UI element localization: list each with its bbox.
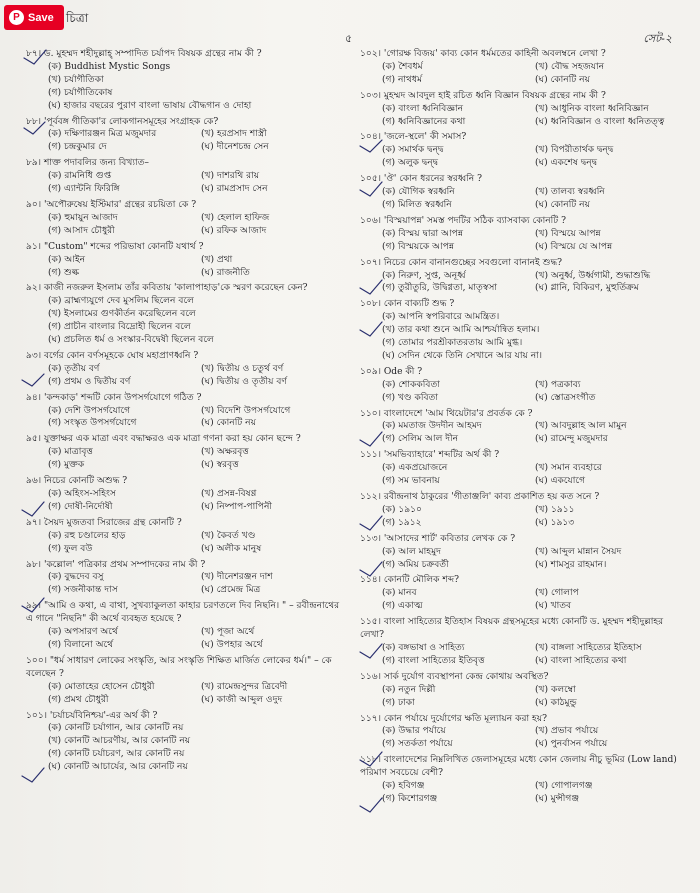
- answer-option: (খ) রামেন্দ্রসুন্দর ত্রিবেদী: [201, 681, 288, 692]
- answer-option: (ঘ) রফিক আজাদ: [201, 225, 267, 236]
- answer-option: (গ) ১৯১২: [382, 517, 422, 528]
- answer-option: (ঘ) দীনেশচন্দ্র সেন: [201, 142, 269, 153]
- question-item: [26, 241, 348, 280]
- answer-option: (ক) রামনিধি গুপ্ত: [48, 171, 112, 182]
- answer-option: (ক) উদ্ধার পর্যায়ে: [382, 726, 446, 737]
- page-number: ৫: [345, 32, 353, 45]
- answer-option: (ঘ) কোনটি নয়: [535, 74, 590, 85]
- answer-option: (ক) নিরুণ, সুপ্ত, অনূর্ধ্ব: [382, 270, 466, 281]
- answer-option: (ক) বিস্ময় দ্বারা আপন্ন: [382, 228, 464, 239]
- answer-option: (ঘ) একযোগে: [535, 476, 586, 487]
- answer-option: (খ) প্রভাব পর্যায়ে: [535, 726, 599, 737]
- answer-option: (ক) বুদ্ধদেব বসু: [48, 572, 104, 583]
- option-list: [360, 144, 682, 170]
- question-item: [360, 574, 682, 613]
- answer-option: (খ) বিপরীতার্থক দ্বন্দ্ব: [535, 145, 614, 156]
- option-list: [360, 725, 682, 751]
- answer-option: (খ) প্রথা: [201, 254, 233, 265]
- answer-option: (ঘ) স্বরবৃত্ত: [201, 460, 239, 471]
- answer-option: (ঘ) একশেষ দ্বন্দ্ব: [535, 158, 598, 169]
- answer-option: (ক) ব্রাহ্মণ্যযুগে দেব মুসলিম ছিলেন বলে: [48, 296, 194, 307]
- question-text: ১১৫। বাংলা সাহিত্যের ইতিহাস বিষয়ক গ্রন্থসমূহের মধ্যে কোনটি ড. মুহম্মদ শহীদুল্লাহর লেখা?: [360, 617, 664, 641]
- answer-option: (গ) প্রথম ও দ্বিতীয় বর্ণ: [48, 376, 131, 387]
- answer-option: (ঘ) খাতব: [535, 601, 572, 612]
- answer-option: (খ) কৈবর্ত খণ্ড: [201, 530, 256, 541]
- answer-option: (খ) আবদুল্লাহ আল মামুন: [535, 421, 627, 432]
- answer-option: (খ) সমান ব্যবহারে: [535, 463, 602, 474]
- answer-option: (খ) দ্বিতীয় ও চতুর্থ বর্ণ: [201, 363, 284, 374]
- question-text: ৯৪। 'কন্দকাড়' শব্দটি কোন উপসর্গযোগে গঠিত ?: [26, 392, 202, 403]
- question-text: ১০৮। কোন বাক্যটি শুদ্ধ ?: [360, 299, 455, 310]
- set-label: সেট-২: [643, 32, 672, 45]
- answer-option: (খ) অক্ষরবৃত্ত: [201, 447, 249, 458]
- answer-option: (খ) তালব্য স্বরধ্বনি: [535, 187, 605, 198]
- answer-option: (খ) প্রসন্ন-বিষণ্ণ: [201, 489, 257, 499]
- question-item: [360, 48, 682, 87]
- answer-option: (ক) শোককবিতা: [382, 379, 440, 390]
- question-item: [26, 600, 348, 652]
- question-item: [360, 491, 682, 530]
- question-text: ১১৩। 'আসাদের শার্ট' কবিতার লেখক কে ?: [360, 533, 516, 544]
- option-list: [26, 626, 348, 652]
- question-item: [360, 754, 682, 806]
- answer-option: (খ) আব্দুল মান্নান সৈয়দ: [535, 546, 622, 557]
- answer-option: (ক) অপসারণ অর্থে: [48, 627, 118, 638]
- question-text: ১১৮। বাংলাদেশের নিম্নলিখিত জেলাসমূহের মধ্যে কোন জেলায় নীচু ভূমির (Low land) পরিমাণ সবচেয়ে বেশী?: [360, 755, 677, 779]
- answer-option: (গ) অলুক দ্বন্দ্ব: [382, 158, 439, 169]
- answer-option: (ক) মমতাজ উদদীন আহমদ: [382, 421, 482, 432]
- answer-option: (ঘ) প্রচলিত ধর্ম ও সংস্কার-বিদ্বেষী ছিলেন বলে: [48, 335, 214, 346]
- answer-option: (গ) প্রমথ চৌধুরী: [48, 694, 109, 705]
- answer-option: (ঘ) কোনটি আচার্যের, আর কোনটি নয়: [48, 762, 188, 773]
- answer-option: (ক) যৌগিক স্বরধ্বনি: [382, 187, 455, 198]
- question-text: ১১৭। কোন পর্যায়ে দুর্যোগের ক্ষতি মূল্যায়ন করা হয়?: [360, 713, 547, 724]
- question-item: [360, 257, 682, 296]
- question-item: [360, 215, 682, 254]
- question-text: ১০৯। Ode কী ?: [360, 366, 423, 377]
- answer-option: (ঘ) বিস্ময়ে যে আপন্ন: [535, 241, 613, 252]
- pinterest-pin-icon: P: [9, 10, 24, 25]
- option-list: [360, 504, 682, 530]
- question-text: ৮৯। শাক্ত পদাবলির জন্য বিখ্যাত–: [26, 158, 149, 169]
- option-list: [26, 405, 348, 431]
- answer-option: (গ) মিলিত স্বরধ্বনি: [382, 199, 452, 210]
- answer-option: (ঘ) স্তোত্রসংগীত: [535, 392, 596, 403]
- question-item: [26, 517, 348, 556]
- option-list: [360, 270, 682, 296]
- answer-option: (ঘ) ১৯১৩: [535, 517, 575, 528]
- question-text: ১০৫। 'ঔ' কোন ধরনের স্বরধ্বনি ?: [360, 174, 482, 185]
- question-text: ৯৮। 'কল্লোল' পত্রিকার প্রথম সম্পাদকের নাম কী ?: [26, 559, 206, 570]
- answer-option: (ক) আইন: [48, 254, 86, 265]
- question-item: [360, 616, 682, 668]
- answer-option: (ক) কোনটি চর্যাগান, আর কোনটি নয়: [48, 723, 184, 734]
- pinterest-save-button[interactable]: [4, 5, 64, 30]
- question-item: [26, 710, 348, 775]
- question-item: [360, 366, 682, 405]
- answer-option: (গ) একাত্ম: [382, 601, 423, 612]
- answer-option: (ক) হুমায়ুন আজাদ: [48, 212, 118, 223]
- answer-option: (ঘ) কাজী আব্দুল ওদুদ: [201, 694, 283, 705]
- option-list: [26, 170, 348, 196]
- option-list: [26, 61, 348, 113]
- question-item: [360, 671, 682, 710]
- answer-option: (ক) রহু চণ্ডালের হাড়: [48, 530, 126, 541]
- answer-option: (ক) Buddhist Mystic Songs: [48, 61, 171, 72]
- question-text: ১১৪। কোনটি মৌলিক শব্দ?: [360, 575, 460, 586]
- answer-option: (খ) হেলাল হাফিজ: [201, 212, 270, 223]
- answer-option: (গ) খণ্ড কবিতা: [382, 392, 439, 403]
- answer-option: (ঘ) নিষ্পাপ-পাপিনী: [201, 501, 273, 512]
- option-list: [360, 780, 682, 806]
- answer-option: (ক) তৃতীয় বর্ণ: [48, 363, 100, 374]
- question-item: [26, 475, 348, 514]
- option-list: [26, 295, 348, 347]
- answer-option: (খ) চর্যাগীতিকা: [48, 74, 104, 85]
- answer-option: (গ) ঢাকা: [382, 697, 415, 708]
- answer-option: (ক) দেশি উপসর্গযোগে: [48, 405, 131, 416]
- option-list: [360, 228, 682, 254]
- answer-option: (ক) হবিগঞ্জ: [382, 781, 425, 792]
- answer-option: (ক) অহিংস-সহিংস: [48, 489, 116, 499]
- answer-option: (গ) বিস্ময়কে আপন্ন: [382, 241, 455, 252]
- question-item: [26, 392, 348, 431]
- question-text: ৯৯। "আমি ও কথা, এ বাথা, সুখব্যাকুলতা কাহার চরণতলে দিব নিছনি। " – রবীন্দ্রনাথের এ গানে "নিছনি" কী অর্থে ব্যবহৃত হয়েছে ?: [26, 601, 340, 625]
- header-title: চিত্রা: [66, 11, 89, 25]
- answer-option: (ক) দক্ষিণারঞ্জন মিত্র মজুমদার: [48, 129, 157, 140]
- question-text: ১০৭। নিচের কোন বানানগুচ্ছের সবগুলো বানানই শুদ্ধ?: [360, 257, 563, 268]
- question-item: [26, 559, 348, 598]
- answer-option: (ক) সমার্থক দ্বন্দ্ব: [382, 145, 444, 156]
- question-item: [360, 173, 682, 212]
- question-item: [360, 408, 682, 447]
- answer-option: (খ) আধুনিক বাংলা ধ্বনিবিজ্ঞান: [535, 103, 649, 114]
- question-item: [26, 199, 348, 238]
- answer-option: (ঘ) রামপ্রসাদ সেন: [201, 184, 268, 195]
- answer-option: (ঘ) প্রেমেন্দ্র মিত্র: [201, 585, 261, 596]
- answer-option: (ঘ) মুন্সীগঞ্জ: [535, 793, 580, 804]
- answer-option: (গ) সম ভাবনায়: [382, 476, 440, 487]
- answer-option: (ঘ) গ্লানি, বিকিরণ, মুহুর্তিক্রম: [535, 283, 639, 294]
- question-item: [360, 90, 682, 129]
- answer-option: (গ) অমিয় চক্রবর্তী: [382, 559, 449, 570]
- question-text: ৮৮। 'পূর্ববঙ্গ গীতিকা'র লোকগানসমূহের সংগ্রাহক কে?: [26, 116, 219, 127]
- option-list: [360, 546, 682, 572]
- answer-option: (খ) বৌদ্ধ সহজযান: [535, 61, 605, 72]
- answer-option: (খ) গোপালগঞ্জ: [535, 781, 593, 792]
- answer-option: (ঘ) ধ্বনিবিজ্ঞান ও বাংলা ধ্বনিতত্ত্ব: [535, 116, 665, 127]
- question-text: ১০৩। মুহম্মদ আবদুল হাই রচিত ধ্বনি বিজ্ঞান বিষয়ক গ্রন্থের নাম কী ?: [360, 90, 606, 101]
- answer-option: (খ) তার কথা শুনে আমি আশ্চর্যান্বিত হলাম।: [382, 325, 540, 336]
- answer-option: (খ) ১৯১১: [535, 504, 575, 515]
- option-list: [26, 254, 348, 280]
- question-text: ১১০। বাংলাদেশে 'আম থিয়েটার'র প্রবর্তক কে ?: [360, 408, 533, 419]
- answer-option: (খ) হরপ্রসাদ শাস্ত্রী: [201, 129, 267, 140]
- answer-option: (গ) দোষী-নির্দোষী: [48, 501, 113, 512]
- left-question-column: [26, 48, 348, 777]
- answer-option: (গ) আসাদ চৌধুরী: [48, 225, 115, 236]
- answer-option: (ক) একপ্রয়োজনে: [382, 463, 448, 474]
- answer-option: (ঘ) হাজার বছরের পুরাণ বাংলা ভাষায় বৌদ্ধগান ও দোহা: [48, 100, 252, 111]
- answer-option: (খ) ইসলামের গুণকীর্তন করেছিলেন বলে: [48, 309, 196, 320]
- question-item: [360, 449, 682, 488]
- question-text: ১১৬। সার্ক দুর্যোগ ব্যবস্থাপনা কেন্দ্র কোথায় অবস্থিত?: [360, 671, 549, 682]
- answer-option: (গ) বিলানো অর্থে: [48, 639, 114, 650]
- answer-option: (গ) সংস্কৃত উপসর্গযোগে: [48, 418, 137, 429]
- question-text: ৯৬। নিচের কোনটি অশুদ্ধ ?: [26, 476, 128, 487]
- option-list: [360, 61, 682, 87]
- option-list: [360, 587, 682, 613]
- answer-option: (গ) সেলিম আল দীন: [382, 434, 459, 445]
- question-text: ১০১। 'চর্যাচর্যবিনিশ্চয়'-এর অর্থ কী ?: [26, 710, 158, 721]
- question-item: [360, 533, 682, 572]
- answer-option: (ক) আল মাহমুদ: [382, 546, 441, 557]
- answer-option: (খ) বিস্ময়ে আপন্ন: [535, 228, 601, 239]
- answer-option: (ঘ) কোনটি নয়: [201, 418, 256, 429]
- question-text: ৯৭। সৈয়দ মুজতবা সিরাজের গ্রন্থ কোনটি ?: [26, 517, 182, 528]
- answer-option: (গ) এ্যান্টনি ফিরিঙ্গি: [48, 184, 120, 195]
- answer-option: (গ) সতর্কতা পর্যায়ে: [382, 739, 453, 750]
- option-list: [360, 684, 682, 710]
- answer-option: (গ) নাথধর্ম: [382, 74, 423, 85]
- answer-option: (গ) ফুল বউ: [48, 543, 93, 554]
- answer-option: (গ) চর্যাগীতিকোষ: [48, 87, 113, 98]
- answer-option: (খ) গোলাপ: [535, 588, 579, 599]
- answer-option: (গ) তুরীতুরি, উদ্বিগ্নতা, মাতৃস্বসা: [382, 283, 498, 294]
- answer-option: (ঘ) পুনর্বাসন পর্যায়ে: [535, 739, 608, 750]
- answer-option: (গ) ধ্বনিবিজ্ঞানের কথা: [382, 116, 466, 127]
- answer-option: (ঘ) সেদিন থেকে তিনি সেখানে আর যায় না।: [382, 350, 543, 361]
- question-item: [26, 157, 348, 196]
- answer-option: (ঘ) বাংলা সাহিত্যের কথা: [535, 655, 627, 666]
- answer-option: (ঘ) রাজনীতি: [201, 267, 250, 278]
- answer-option: (খ) বাঙ্গলা সাহিত্যের ইতিহাস: [535, 642, 642, 653]
- answer-option: (খ) বিদেশি উপসর্গযোগে: [201, 405, 291, 416]
- answer-option: (ক) মাত্রাবৃত্ত: [48, 447, 93, 458]
- option-list: [360, 311, 682, 363]
- answer-option: (গ) তোমার পরশ্রীকাতরতায় আমি মুগ্ধ।: [382, 338, 523, 349]
- answer-option: (ঘ) কাঠমুন্ডু: [535, 697, 577, 708]
- option-list: [26, 571, 348, 597]
- answer-option: (খ) কলম্বো: [535, 684, 576, 695]
- option-list: [360, 420, 682, 446]
- option-list: [26, 530, 348, 556]
- question-item: [360, 131, 682, 170]
- answer-option: (খ) কোনটি আচরণীয়, আর কোনটি নয়: [48, 736, 191, 747]
- option-list: [26, 128, 348, 154]
- option-list: [360, 379, 682, 405]
- question-item: [26, 350, 348, 389]
- option-list: [360, 103, 682, 129]
- question-item: [26, 655, 348, 707]
- answer-option: (খ) পত্রকাব্য: [535, 379, 581, 390]
- option-list: [26, 488, 348, 514]
- answer-option: (খ) দীনেশরঞ্জন দাশ: [201, 572, 273, 583]
- answer-option: (ক) আপনি স্বপরিবারে আমন্ত্রিত।: [382, 312, 500, 323]
- question-text: ১০৪। 'জলে-স্থলে' কী সমাস?: [360, 132, 467, 143]
- question-item: [26, 48, 348, 113]
- question-item: [360, 298, 682, 363]
- option-list: [26, 681, 348, 707]
- answer-option: (খ) অনুর্ধ্ব, উর্ধ্বগামী, শুদ্ধাশুদ্ধি: [535, 270, 651, 281]
- answer-option: (ঘ) রামেন্দু মজুমদার: [535, 434, 608, 445]
- option-list: [360, 642, 682, 668]
- question-text: ৯৫। যুক্তাক্ষর এক মাত্রা এবং বদ্ধাক্ষরও এক মাত্রা গণনা করা হয় কোন ছন্দে ?: [26, 434, 301, 445]
- answer-option: (ক) নতুন দিল্লী: [382, 684, 436, 695]
- question-text: ৯৩। বর্গের কোন বর্ণসমূহকে ঘোষ মহাপ্রাণধ্বনি ?: [26, 350, 199, 361]
- option-list: [26, 212, 348, 238]
- question-item: [26, 282, 348, 347]
- question-item: [26, 433, 348, 472]
- question-text: ১১২। রবীন্দ্রনাথ ঠাকুরের 'গীতাঞ্জলি' কাব্য প্রকাশিত হয় কত সনে ?: [360, 492, 600, 502]
- answer-option: (ক) মানব: [382, 588, 417, 599]
- answer-option: (ক) বঙ্গভাষা ও সাহিত্য: [382, 642, 465, 653]
- answer-option: (ক) বাংলা ধ্বনিবিজ্ঞান: [382, 103, 464, 114]
- answer-option: (ঘ) উপহার অর্থে: [201, 639, 263, 650]
- question-text: ৯১। "Custom" শব্দের পরিভাষা কোনটি যথার্থ ?: [26, 241, 204, 252]
- answer-option: (ক) মোতাহের হোসেন চৌধুরী: [48, 681, 155, 692]
- answer-option: (খ) পূজা অর্থে: [201, 627, 255, 638]
- answer-option: (ক) ১৯১০: [382, 504, 422, 515]
- option-list: [26, 722, 348, 774]
- option-list: [26, 446, 348, 472]
- answer-option: (ঘ) অলীক মানুষ: [201, 543, 262, 554]
- question-item: [26, 116, 348, 155]
- option-list: [360, 186, 682, 212]
- answer-option: (ঘ) দ্বিতীয় ও তৃতীয় বর্ণ: [201, 376, 287, 387]
- answer-option: (গ) মুক্তক: [48, 460, 85, 471]
- answer-option: (গ) বাংলা সাহিত্যের ইতিবৃত্ত: [382, 655, 485, 666]
- answer-option: (ঘ) শামসুর রাহমান।: [535, 559, 607, 570]
- question-text: ১০২। 'গোরক্ষ বিজয়' কাব্য কোন ধর্মমতের কাহিনী অবলম্বনে লেখা ?: [360, 49, 606, 59]
- answer-option: (খ) দাশরথি রায়: [201, 171, 260, 182]
- answer-option: (গ) কিশোরগঞ্জ: [382, 793, 438, 804]
- question-item: [360, 713, 682, 752]
- answer-option: (গ) সজনীকান্ত দাস: [48, 585, 118, 596]
- question-text: ৯০। 'অপৌরুষেয় ইস্টিমার' গ্রন্থের রচয়িতা কে ?: [26, 199, 197, 210]
- question-text: ১০০। "ধর্ম সাধারণ লোকের সংস্কৃতি, আর সংস্কৃতি শিক্ষিত মার্জিত লোকের ধর্ম।" – কে বলেছেন ?: [26, 655, 332, 679]
- question-text: ৮৭। ড. মুহম্মদ শহীদুল্লাহ্ সম্পাদিত চর্যাপদ বিষয়ক গ্রন্থের নাম কী ?: [26, 49, 262, 59]
- question-text: ১১১। 'সমভিব্যাহারে' শব্দটির অর্থ কী ?: [360, 450, 500, 461]
- answer-option: (ঘ) কোনটি নয়: [535, 199, 590, 210]
- option-list: [360, 462, 682, 488]
- answer-option: (গ) প্রাচীন বাংলার বিদ্রোহী ছিলেন বলে: [48, 322, 191, 333]
- question-text: ৯২। কাজী নজরুল ইসলাম তাঁর কবিতায় 'কালাপাহাড়'কে স্মরণ করেছেন কেন?: [26, 283, 308, 294]
- right-question-column: [360, 48, 682, 809]
- answer-option: (গ) কোনটি চর্যাচরণ, আর কোনটি নয়: [48, 749, 185, 760]
- answer-option: (ক) শৈবধর্ম: [382, 61, 423, 72]
- save-button-label: Save: [28, 11, 54, 24]
- answer-option: (গ) চন্দ্রকুমার দে: [48, 142, 107, 153]
- answer-option: (গ) শুল্ক: [48, 267, 80, 278]
- question-text: ১০৬। 'বিস্ময়াপন্ন' সমস্ত পদটির সঠিক ব্যাসবাক্য কোনটি ?: [360, 215, 566, 226]
- option-list: [26, 363, 348, 389]
